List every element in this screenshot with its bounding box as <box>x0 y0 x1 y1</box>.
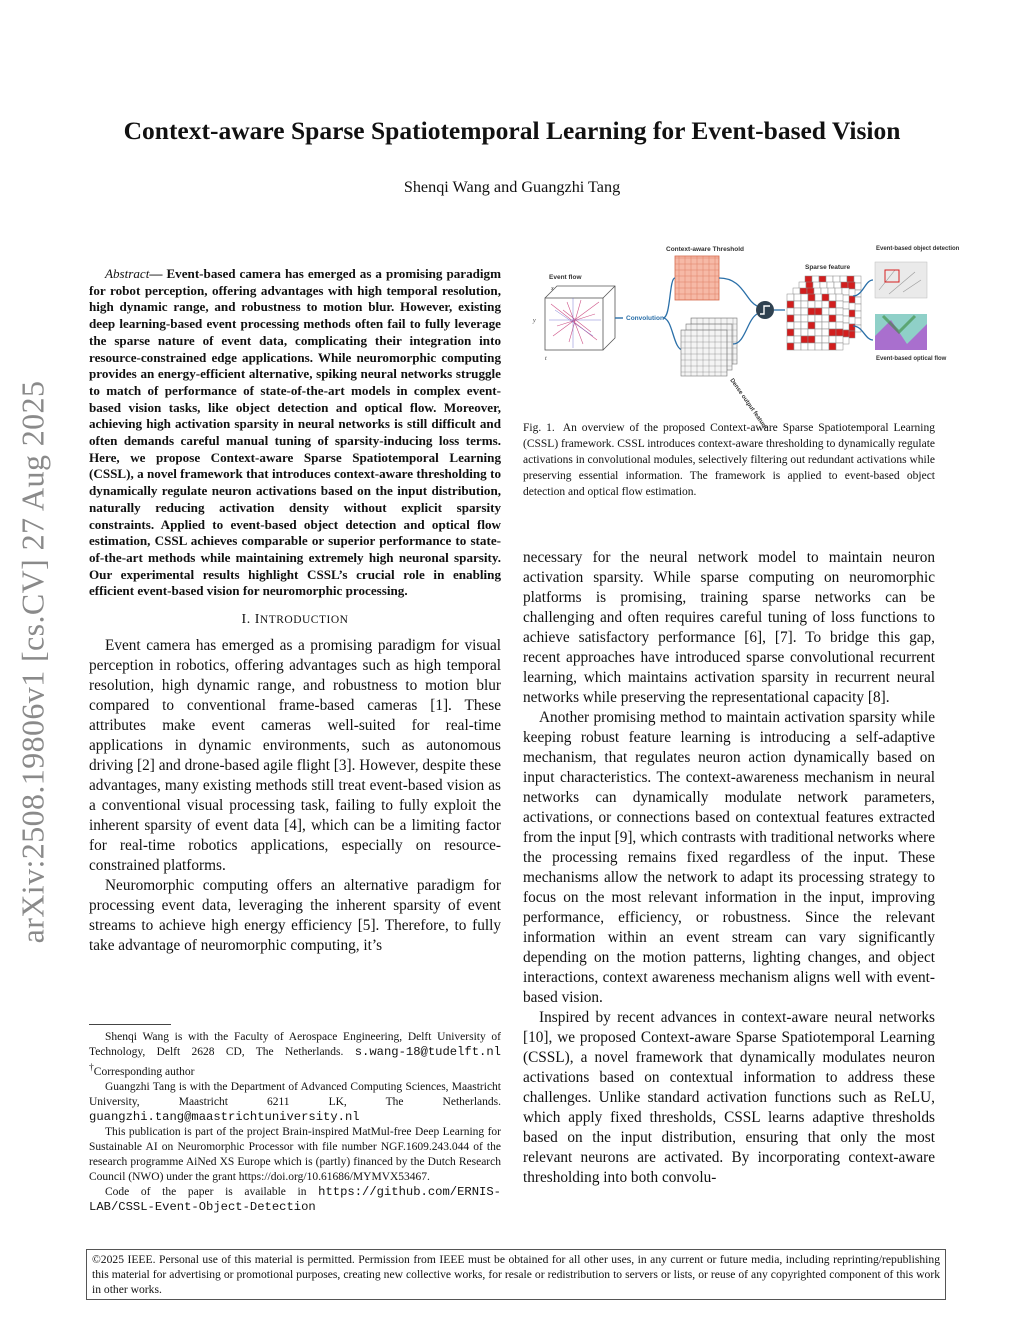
sparse-cell <box>801 315 808 322</box>
sparse-cell <box>794 336 801 343</box>
sparse-cell <box>787 294 794 301</box>
sparse-cell <box>815 301 822 308</box>
sparse-cell <box>829 294 836 301</box>
sparse-cell <box>822 315 829 322</box>
label-optical-flow: Event-based optical flow <box>876 356 947 362</box>
footnote-mark: † <box>89 1062 94 1073</box>
code-url-link[interactable]: https://github.com/ERNIS-LAB/CSSL-Event-Object-Detection <box>89 1184 501 1214</box>
figure-caption-text: An overview of the proposed Context-aware Sparse Spatiotemporal Learning (CSSL) framework. CSSL introduces context-aware thresholding to dynamically regulate activations in convolutional modules, selectively filtering out redundant activations while preserving essential information. The framework is applied to event-based object detection and optical flow estimation. <box>523 422 935 498</box>
sparse-cell <box>836 315 843 322</box>
sparse-cell <box>836 322 843 329</box>
label-event-flow: Event flow <box>549 274 582 281</box>
sparse-cell <box>801 343 808 350</box>
sparse-cell <box>822 336 829 343</box>
sparse-cell <box>794 301 801 308</box>
sparse-cell <box>801 322 808 329</box>
sparse-cell <box>787 329 794 336</box>
paragraph: Neuromorphic computing offers an alternative paradigm for processing event data, leveraging the inherent sparsity of event streams to achieve high energy efficiency [5]. Therefore, to fully take advantage of neuromorphic computing, it’s <box>89 877 501 955</box>
sparse-cell <box>794 343 801 350</box>
sparse-cell <box>801 301 808 308</box>
sparse-cell <box>808 308 815 315</box>
section-heading <box>89 612 501 628</box>
sparse-cell <box>808 329 815 336</box>
sparse-cell <box>787 336 794 343</box>
sparse-cell <box>794 308 801 315</box>
footnote-affiliation-1 <box>89 1030 501 1080</box>
label-detection-1: Event-based object detection <box>876 246 960 252</box>
sparse-cell <box>794 322 801 329</box>
email-link[interactable]: s.wang-18@tudelft.nl <box>354 1045 501 1059</box>
axis-x: x <box>551 286 554 292</box>
sparse-cell <box>787 308 794 315</box>
sparse-cell <box>787 315 794 322</box>
footnote-funding: This publication is part of the project Brain-inspired MatMul-free Deep Learning for Sustainable AI on Neuromorphic Processor with file number NGF.1609.243.044 of the research programme AiNed XS Europe which is (partly) financed by the Dutch Research Council (NWO) under the grant https://doi.org/10.61686/MYMVX53467. <box>89 1125 501 1183</box>
sparse-cell <box>829 329 836 336</box>
event-cube <box>545 286 615 350</box>
sparse-cell <box>787 343 794 350</box>
paragraph: Event camera has emerged as a promising paradigm for visual perception in robotics, offering advantages such as high temporal resolution, high dynamic range, and robustness to motion blur compared to conventional frame-based cameras [1]. These attributes make event cameras well-suited for real-time applications in dynamic environments, such as autonomous driving [2] and drone-based agile flight [3]. However, despite these advantages, many existing methods still treat event-based vision as a conventional visual processing task, failing to fully exploit the inherent sparsity of event data [4], which can be a limiting factor for real-time robotics applications, especially on resource-constrained platforms. <box>89 637 501 875</box>
paragraph: Another promising method to maintain activation sparsity while keeping robust feature learning is introducing a self-adaptive mechanism, that regulates neuron action dynamically based on input characteristics. The context-awareness mechanism in neural networks can dynamically modulate network parameters, activations, or connections based on contextual features extracted from the input [9], which contrasts with traditional networks where the processing remains fixed regardless of the input. These mechanisms allow the network to adapt its processing strategy to focus on the most relevant information in the input, improving performance, efficiency, or robustness. Since the relevant information within an event stream can vary significantly depending on the motion patterns, lighting changes, and object interactions, context awareness mechanism aligns well with event-based vision. <box>523 709 935 1006</box>
sparse-cell <box>829 315 836 322</box>
sparse-cell <box>801 336 808 343</box>
footnote-text: Code of the paper is available in <box>105 1185 307 1198</box>
label-context-threshold: Context-aware Threshold <box>666 246 745 253</box>
paper-title: Context-aware Sparse Spatiotemporal Learning for Event-based Vision <box>123 116 901 145</box>
sparse-cell <box>829 336 836 343</box>
sparse-cell <box>801 294 808 301</box>
sparse-cell <box>822 322 829 329</box>
axis-y: y <box>533 318 536 324</box>
figure-label: Fig. 1. <box>523 422 555 434</box>
threshold-grid <box>675 256 719 300</box>
sparse-cell <box>836 294 843 301</box>
figure-caption <box>523 420 935 500</box>
footnote-rule <box>89 1024 171 1025</box>
sparse-cell <box>836 343 843 350</box>
sparse-cell <box>808 336 815 343</box>
sparse-cell <box>808 294 815 301</box>
abstract-label: Abstract <box>105 266 150 281</box>
arxiv-stamp-text: arXiv:2508.19806v1 [cs.CV] 27 Aug 2025 <box>14 380 51 944</box>
sparse-cell <box>829 322 836 329</box>
detection-thumbnail <box>875 262 927 298</box>
sparse-cell <box>801 308 808 315</box>
sparse-cell <box>822 329 829 336</box>
left-column <box>89 266 501 956</box>
sparse-cell <box>794 294 801 301</box>
footnote-text: Guangzhi Tang is with the Department of Advanced Computing Sciences, Maastricht University, Maastricht 6211 LK, The Netherlands. <box>89 1080 501 1108</box>
axis-t: t <box>545 356 547 362</box>
sparse-cell <box>787 301 794 308</box>
paragraph: Inspired by recent advances in context-aware neural networks [10], we proposed Context-aware Sparse Spatiotemporal Learning (CSSL), a novel framework that dynamically modulates neuron activations based on contextual information to address these challenges. Unlike standard activation functions such as ReLU, which apply fixed thresholds, CSSL learns adaptive thresholds based on the input distribution, ensuring that only the most relevant neurons are activated. By incorporating context-aware thresholding into both convolu- <box>523 1009 935 1186</box>
label-sparse-feature: Sparse feature <box>805 264 851 271</box>
paragraph: necessary for the neural network model to maintain neuron activation sparsity. While sparse computing on neuromorphic platforms is promising, training sparse networks can be challenging and often requires careful tuning of loss functions to achieve satisfactory performance [6], [7]. To bridge this gap, recent approaches have introduced sparse convolutional recurrent learning, which maintains activation sparsity in recurrent neural networks while preserving the representational capacity [8]. <box>523 549 935 706</box>
section-numeral: I. <box>241 612 251 628</box>
sparse-cell <box>822 301 829 308</box>
sparse-cell <box>794 315 801 322</box>
sparse-cell <box>808 315 815 322</box>
sparse-cell <box>808 301 815 308</box>
authors: Shenqi Wang and Guangzhi Tang <box>403 178 621 196</box>
sparse-cell <box>822 308 829 315</box>
sparse-cell <box>836 308 843 315</box>
sparse-cell <box>815 308 822 315</box>
sparse-cell <box>822 343 829 350</box>
section-initial: I <box>254 612 260 628</box>
sparse-cell <box>822 294 829 301</box>
dense-feature-stack <box>681 318 737 376</box>
sparse-cell <box>829 308 836 315</box>
footnotes <box>89 1030 501 1215</box>
sparse-cell <box>794 329 801 336</box>
sparse-cell <box>836 336 843 343</box>
section-title-rest: NTRODUCTION <box>259 614 349 627</box>
sparse-feature-stack <box>787 276 861 350</box>
sparse-cell <box>815 336 822 343</box>
sparse-cell <box>815 329 822 336</box>
arxiv-stamp <box>10 368 56 956</box>
corresponding-note: Corresponding author <box>93 1065 195 1078</box>
footnote-code <box>89 1185 501 1215</box>
abstract-text: — Event-based camera has emerged as a promising paradigm for robot perception, offering advantages with high temporal resolution, high dynamic range, and robustness to motion blur. However, existing deep learning-based event processing methods often fail to fully leverage the sparse nature of event data, complicating their integration into resource-constrained edge applications. While neuromorphic computing provides an energy-efficient alternative, spiking neural networks struggle to match of performance of state-of-the-art models in complex event-based vision tasks, like object detection and optical flow. Moreover, achieving high activation sparsity in neural networks is still difficult and often demands careful manual tuning of sparsity-inducing loss terms. Here, we propose Context-aware Sparse Spatiotemporal Learning (CSSL), a novel framework that introduces context-aware thresholding to dynamically regulate neuron activations based on the input distribution, naturally reducing activation density without explicit sparsity constraints. Applied to event-based object detection and optical flow estimation, CSSL achieves comparable or superior performance to state-of-the-art methods while maintaining extremely high neuronal sparsity. Our experimental results highlight CSSL’s crucial role in enabling efficient event-based vision for neuromorphic processing. <box>89 266 501 599</box>
sparse-cell <box>801 329 808 336</box>
label-dense-output: Dense output feature <box>728 377 768 431</box>
sparse-cell <box>815 315 822 322</box>
footnote-affiliation-2 <box>89 1080 501 1125</box>
email-link[interactable]: guangzhi.tang@maastrichtuniversity.nl <box>89 1109 360 1124</box>
sparse-cell <box>815 294 822 301</box>
sparse-cell <box>808 322 815 329</box>
sparse-cell <box>836 329 843 336</box>
sparse-cell <box>829 343 836 350</box>
sparse-cell <box>815 322 822 329</box>
sparse-cell <box>836 301 843 308</box>
label-convolution: Convolution <box>626 315 664 322</box>
abstract <box>89 266 501 600</box>
sparse-cell <box>815 343 822 350</box>
sparse-cell <box>787 322 794 329</box>
right-column <box>523 548 935 1188</box>
footnote-text: Shenqi Wang is with the Faculty of Aerospace Engineering, Delft University of Technology, Delft 2628 CD, The Netherlands. <box>89 1031 501 1058</box>
sparse-cell <box>829 301 836 308</box>
threshold-activation-icon <box>756 301 774 319</box>
sparse-cell <box>808 343 815 350</box>
copyright-notice: ©2025 IEEE. Personal use of this material is permitted. Permission from IEEE must be obtained for all other uses, in any current or future media, including reprinting/republishing this material for advertising or promotional purposes, creating new collective works, for resale or redistribution to servers or lists, or reuse of any copyrighted component of this work in other works. <box>86 1249 946 1300</box>
